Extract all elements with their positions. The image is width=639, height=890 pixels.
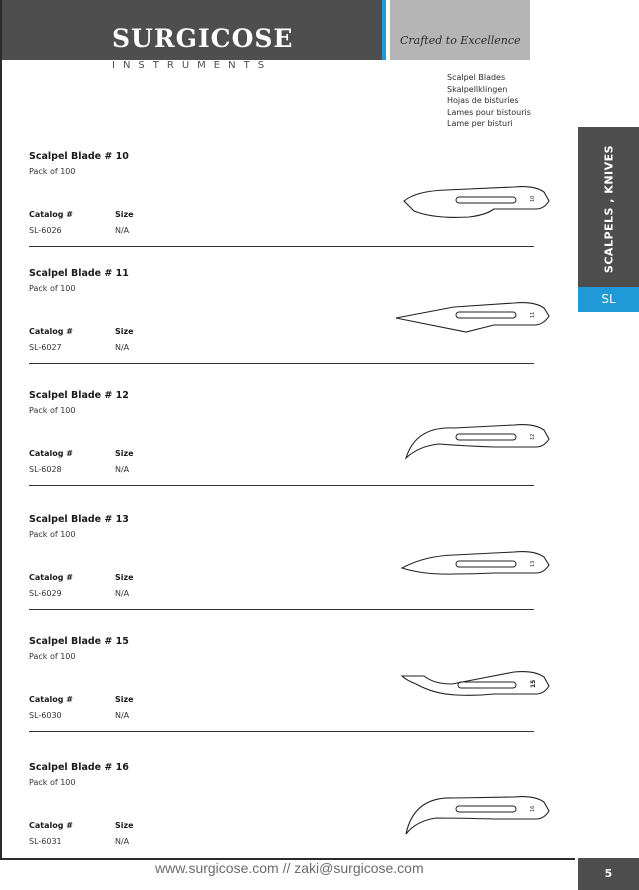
blade-11-mark: 11 (530, 311, 536, 318)
category-tab-label: SCALPELS , KNIVES (602, 144, 615, 273)
brand-tagline: Crafted to Excellence (400, 34, 521, 47)
footer-contact: www.surgicose.com // zaki@surgicose.com (155, 860, 424, 876)
blade-name-fr: Lames pour bistouris (447, 107, 531, 117)
product-pack: Pack of 100 (29, 406, 76, 415)
size-header: Size (115, 210, 134, 219)
size-header: Size (115, 573, 134, 582)
page-number: 5 (578, 858, 639, 890)
header-tagline-bar (390, 0, 530, 60)
catalog-header: Catalog # (29, 695, 73, 704)
page-border-left (0, 0, 2, 858)
product-title: Scalpel Blade # 12 (29, 390, 129, 401)
blade-15-illustration (394, 662, 556, 712)
blade-16-illustration (394, 788, 556, 838)
blade-12-mark: 12 (530, 433, 536, 440)
blade-name-es: Hojas de bisturíes (447, 96, 519, 105)
blade-13-mark: 13 (530, 560, 536, 567)
size-value: N/A (115, 837, 130, 846)
size-value: N/A (115, 589, 130, 598)
blade-10-mark: 10 (530, 195, 536, 202)
size-value: N/A (115, 343, 130, 352)
product-title: Scalpel Blade # 15 (29, 636, 129, 647)
product-title: Scalpel Blade # 11 (29, 268, 129, 279)
product-divider (29, 246, 534, 247)
product-divider (29, 363, 534, 364)
brand-subtitle: INSTRUMENTS (112, 60, 273, 71)
category-tab (578, 127, 639, 290)
product-title: Scalpel Blade # 16 (29, 762, 129, 773)
size-value: N/A (115, 711, 130, 720)
product-divider (29, 731, 534, 732)
blade-15-mark: 15 (530, 679, 537, 688)
catalog-header: Catalog # (29, 573, 73, 582)
catalog-header: Catalog # (29, 449, 73, 458)
brand-logo: SURGICOSE (112, 24, 294, 53)
size-header: Size (115, 821, 134, 830)
catalog-header: Catalog # (29, 210, 73, 219)
catalog-value: SL-6027 (29, 343, 62, 352)
product-pack: Pack of 100 (29, 167, 76, 176)
product-title: Scalpel Blade # 10 (29, 151, 129, 162)
catalog-value: SL-6029 (29, 589, 62, 598)
product-pack: Pack of 100 (29, 652, 76, 661)
blade-16-mark: 16 (530, 805, 536, 812)
blade-10-illustration (394, 177, 556, 227)
blade-name-en: Scalpel Blades (447, 73, 506, 82)
product-pack: Pack of 100 (29, 530, 76, 539)
product-title: Scalpel Blade # 13 (29, 514, 129, 525)
category-code-badge: SL (578, 287, 639, 312)
product-pack: Pack of 100 (29, 778, 76, 787)
catalog-value: SL-6031 (29, 837, 62, 846)
catalog-value: SL-6026 (29, 226, 62, 235)
size-value: N/A (115, 465, 130, 474)
product-pack: Pack of 100 (29, 284, 76, 293)
blade-name-de: Skalpellklingen (447, 84, 508, 94)
blade-13-illustration (394, 540, 556, 590)
product-divider (29, 485, 534, 486)
size-value: N/A (115, 226, 130, 235)
blade-12-illustration (394, 416, 556, 466)
catalog-header: Catalog # (29, 821, 73, 830)
blade-names-list (447, 72, 531, 130)
blade-name-it: Lame per bisturi (447, 119, 513, 128)
blade-11-illustration (394, 294, 556, 344)
size-header: Size (115, 449, 134, 458)
catalog-value: SL-6028 (29, 465, 62, 474)
size-header: Size (115, 327, 134, 336)
catalog-value: SL-6030 (29, 711, 62, 720)
product-divider (29, 609, 534, 610)
size-header: Size (115, 695, 134, 704)
catalog-header: Catalog # (29, 327, 73, 336)
